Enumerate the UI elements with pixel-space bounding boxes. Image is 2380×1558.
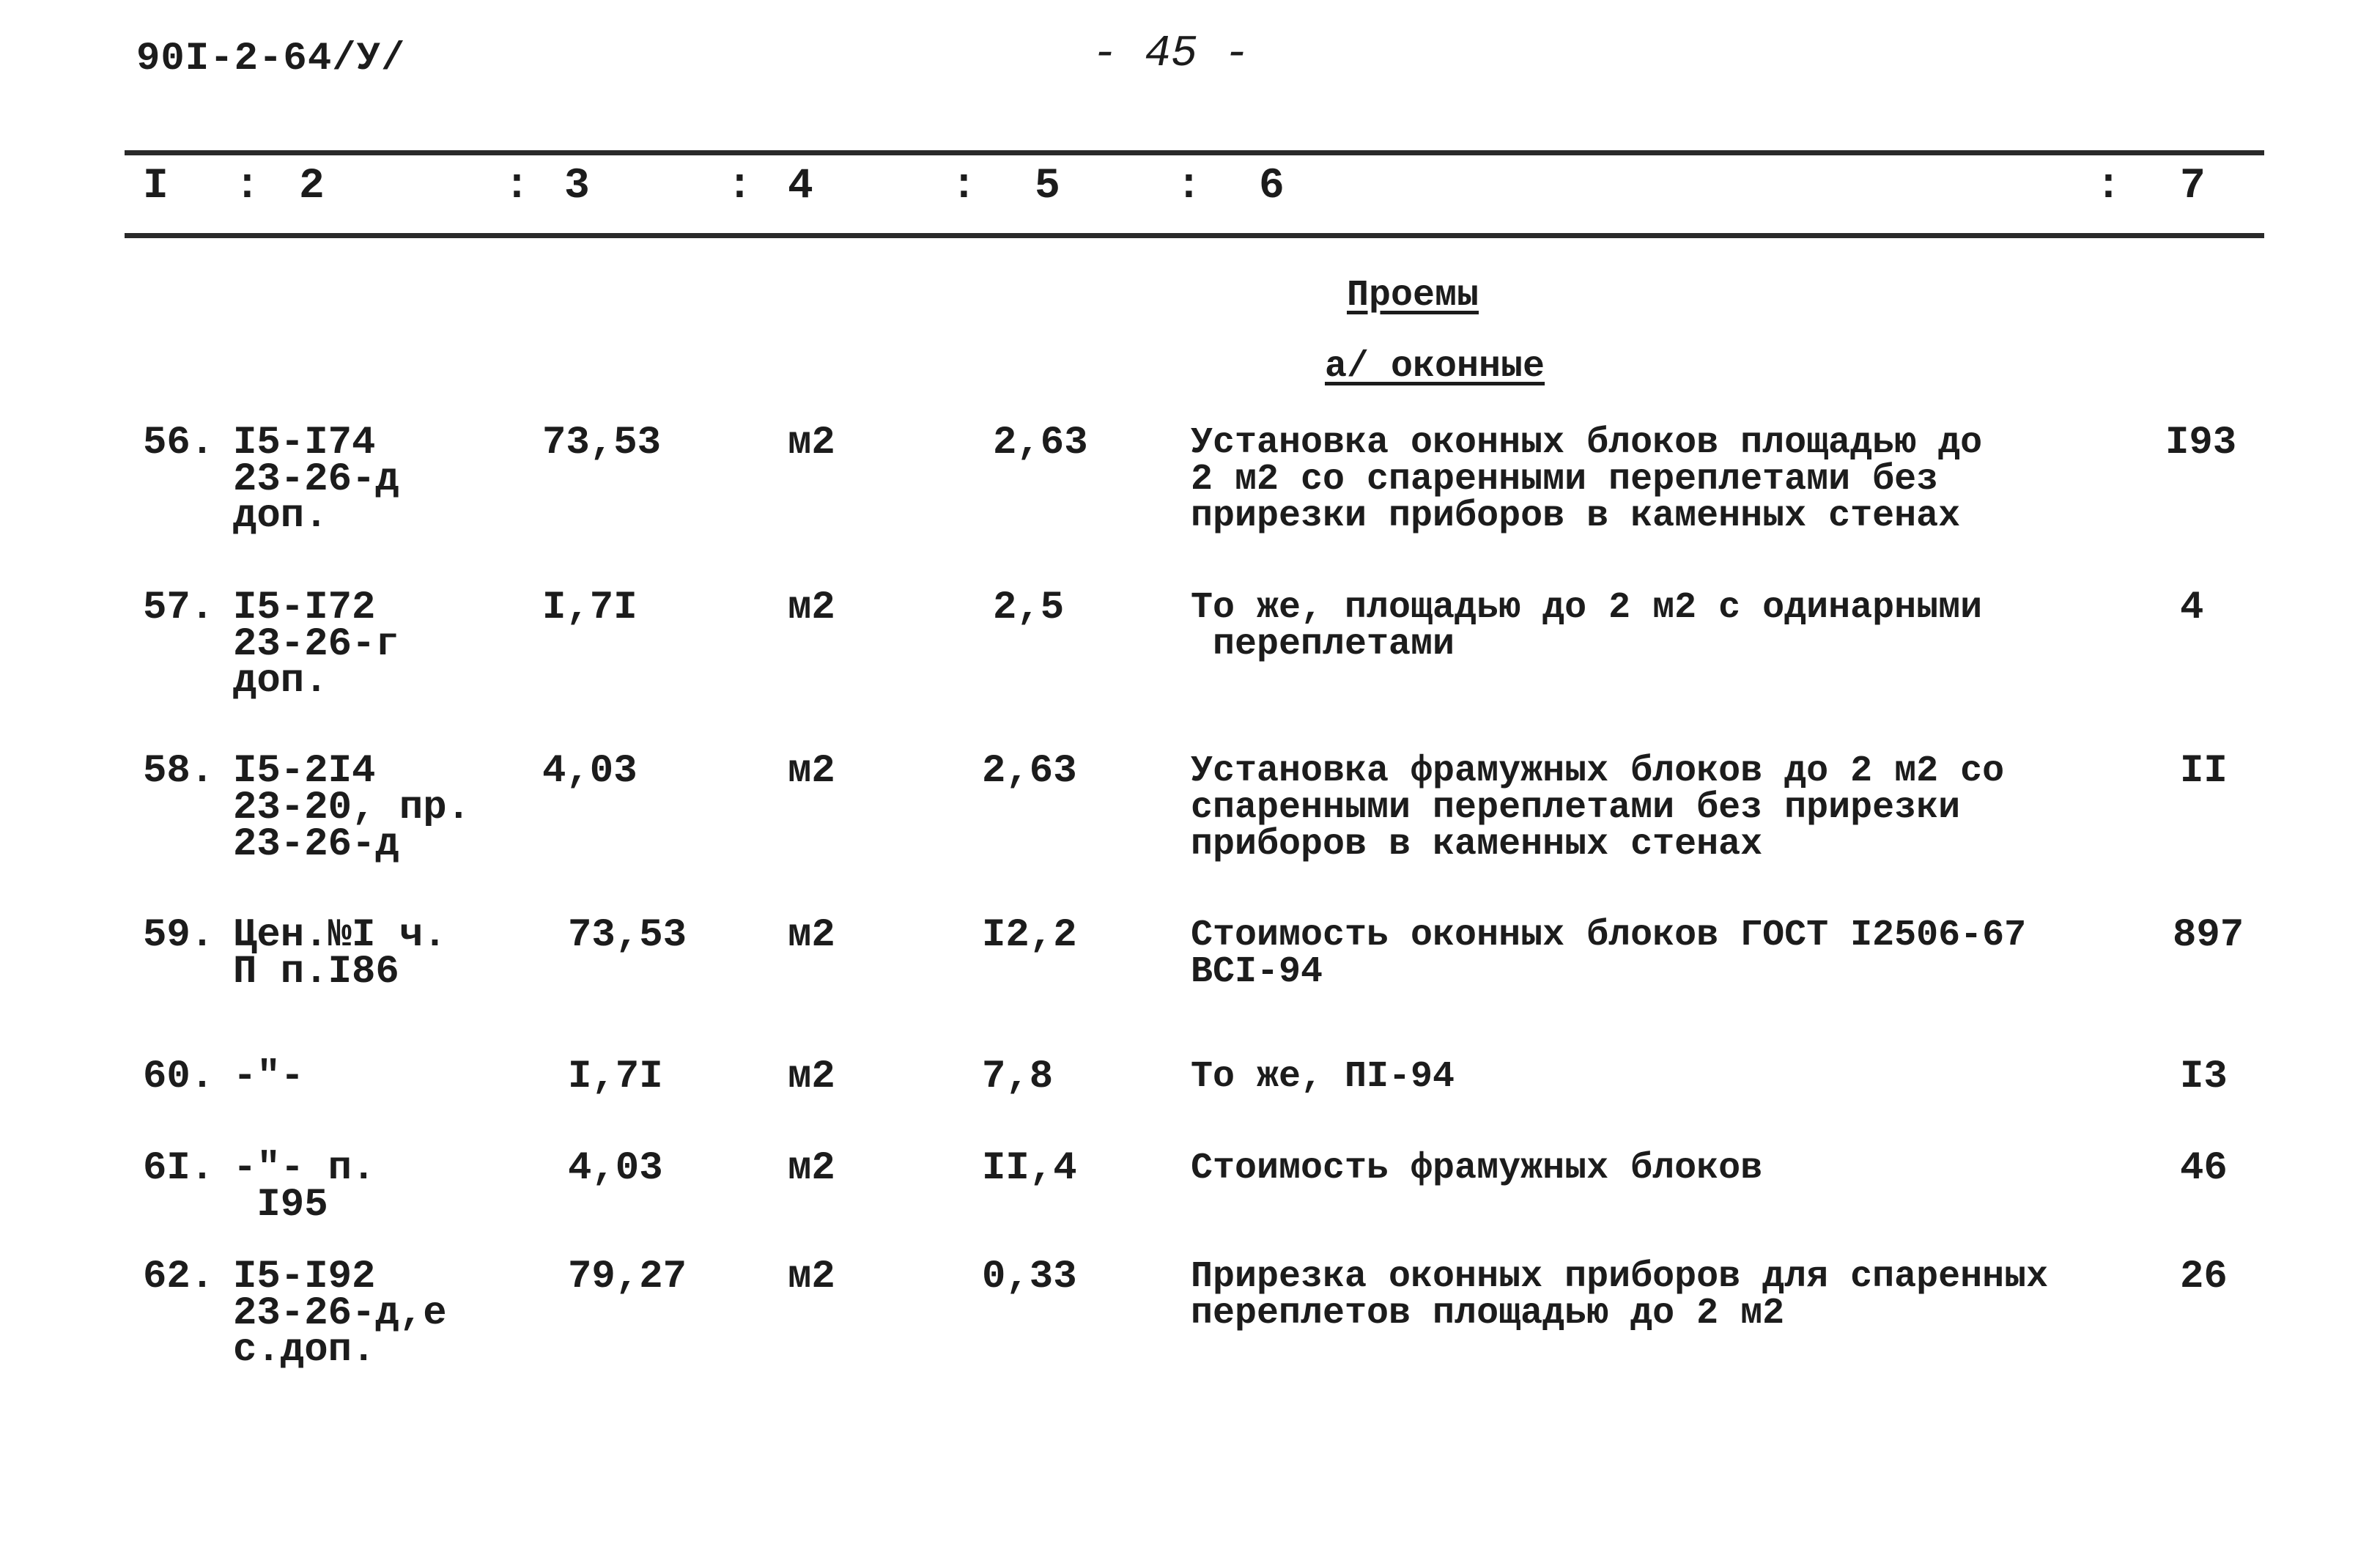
page-number: - 45 -	[1092, 29, 1251, 79]
row-description: Установка оконных блоков площадью до 2 м2 со спаренными переплетами без прирезки приборов в каменных стенах	[1191, 422, 1983, 537]
row-code: Цен.№I ч. П п.I86	[233, 913, 447, 994]
row-code: I5-I72 23-26-г доп.	[233, 586, 399, 704]
row-quantity: 4,03	[568, 1146, 663, 1191]
row-total: 46	[2180, 1146, 2228, 1191]
row-number: 56.	[143, 421, 215, 465]
row-quantity: 73,53	[542, 421, 662, 465]
row-total: 4	[2180, 586, 2204, 630]
row-quantity: 4,03	[542, 749, 638, 794]
row-code: I5-2I4 23-20, пр. 23-26-д	[233, 749, 471, 867]
row-number: 62.	[143, 1255, 215, 1299]
row-unit: м2	[788, 1055, 835, 1099]
row-norm: I2,2	[982, 913, 1077, 958]
row-code: -"- п. I95	[233, 1146, 376, 1227]
row-number: 58.	[143, 749, 215, 794]
column-header-1: I	[143, 163, 169, 210]
row-number: 59.	[143, 913, 215, 958]
table-top-rule	[125, 150, 2264, 155]
column-header-6: 6	[1259, 163, 1285, 210]
row-total: I93	[2165, 421, 2237, 465]
row-unit: м2	[788, 1255, 835, 1299]
document-code: 90I-2-64/У/	[136, 37, 406, 81]
row-number: 6I.	[143, 1146, 215, 1191]
row-number: 57.	[143, 586, 215, 630]
section-title: Проемы	[1347, 275, 1479, 317]
column-separator: :	[951, 163, 977, 210]
row-description: Стоимость фрамужных блоков	[1191, 1148, 1763, 1189]
row-code: I5-I92 23-26-д,е с.доп.	[233, 1255, 447, 1373]
row-norm: 0,33	[982, 1255, 1077, 1299]
row-quantity: 79,27	[568, 1255, 687, 1299]
column-header-7: 7	[2180, 163, 2206, 210]
row-quantity: I,7I	[542, 586, 638, 630]
row-norm: 2,63	[982, 749, 1077, 794]
column-separator: :	[504, 163, 530, 210]
row-description: Прирезка оконных приборов для спаренных переплетов площадью до 2 м2	[1191, 1256, 2049, 1334]
section-subtitle: а/ оконные	[1325, 346, 1545, 388]
row-norm: 2,5	[993, 586, 1065, 630]
row-description: Стоимость оконных блоков ГОСТ I2506-67 ВСI-94	[1191, 915, 2027, 993]
row-norm: II,4	[982, 1146, 1077, 1191]
column-separator: :	[234, 163, 260, 210]
row-number: 60.	[143, 1055, 215, 1099]
column-separator: :	[727, 163, 753, 210]
row-total: 26	[2180, 1255, 2228, 1299]
column-separator: :	[1176, 163, 1202, 210]
column-separator: :	[2096, 163, 2121, 210]
row-description: То же, площадью до 2 м2 с одинарными переплетами	[1191, 587, 1983, 665]
row-unit: м2	[788, 749, 835, 794]
row-norm: 2,63	[993, 421, 1088, 465]
row-unit: м2	[788, 421, 835, 465]
row-code: -"-	[233, 1055, 305, 1099]
row-description: То же, ПI-94	[1191, 1056, 1455, 1098]
row-unit: м2	[788, 1146, 835, 1191]
column-header-3: 3	[564, 163, 590, 210]
row-unit: м2	[788, 586, 835, 630]
row-total: I3	[2180, 1055, 2228, 1099]
row-norm: 7,8	[982, 1055, 1054, 1099]
column-header-4: 4	[788, 163, 813, 210]
table-header-rule	[125, 233, 2264, 238]
row-quantity: 73,53	[568, 913, 687, 958]
row-code: I5-I74 23-26-д доп.	[233, 421, 399, 539]
row-unit: м2	[788, 913, 835, 958]
column-header-5: 5	[1035, 163, 1060, 210]
row-total: 897	[2173, 913, 2244, 958]
column-header-2: 2	[299, 163, 325, 210]
row-description: Установка фрамужных блоков до 2 м2 со спаренными переплетами без прирезки приборов в каменных стенах	[1191, 750, 2005, 865]
row-quantity: I,7I	[568, 1055, 663, 1099]
row-total: II	[2180, 749, 2228, 794]
